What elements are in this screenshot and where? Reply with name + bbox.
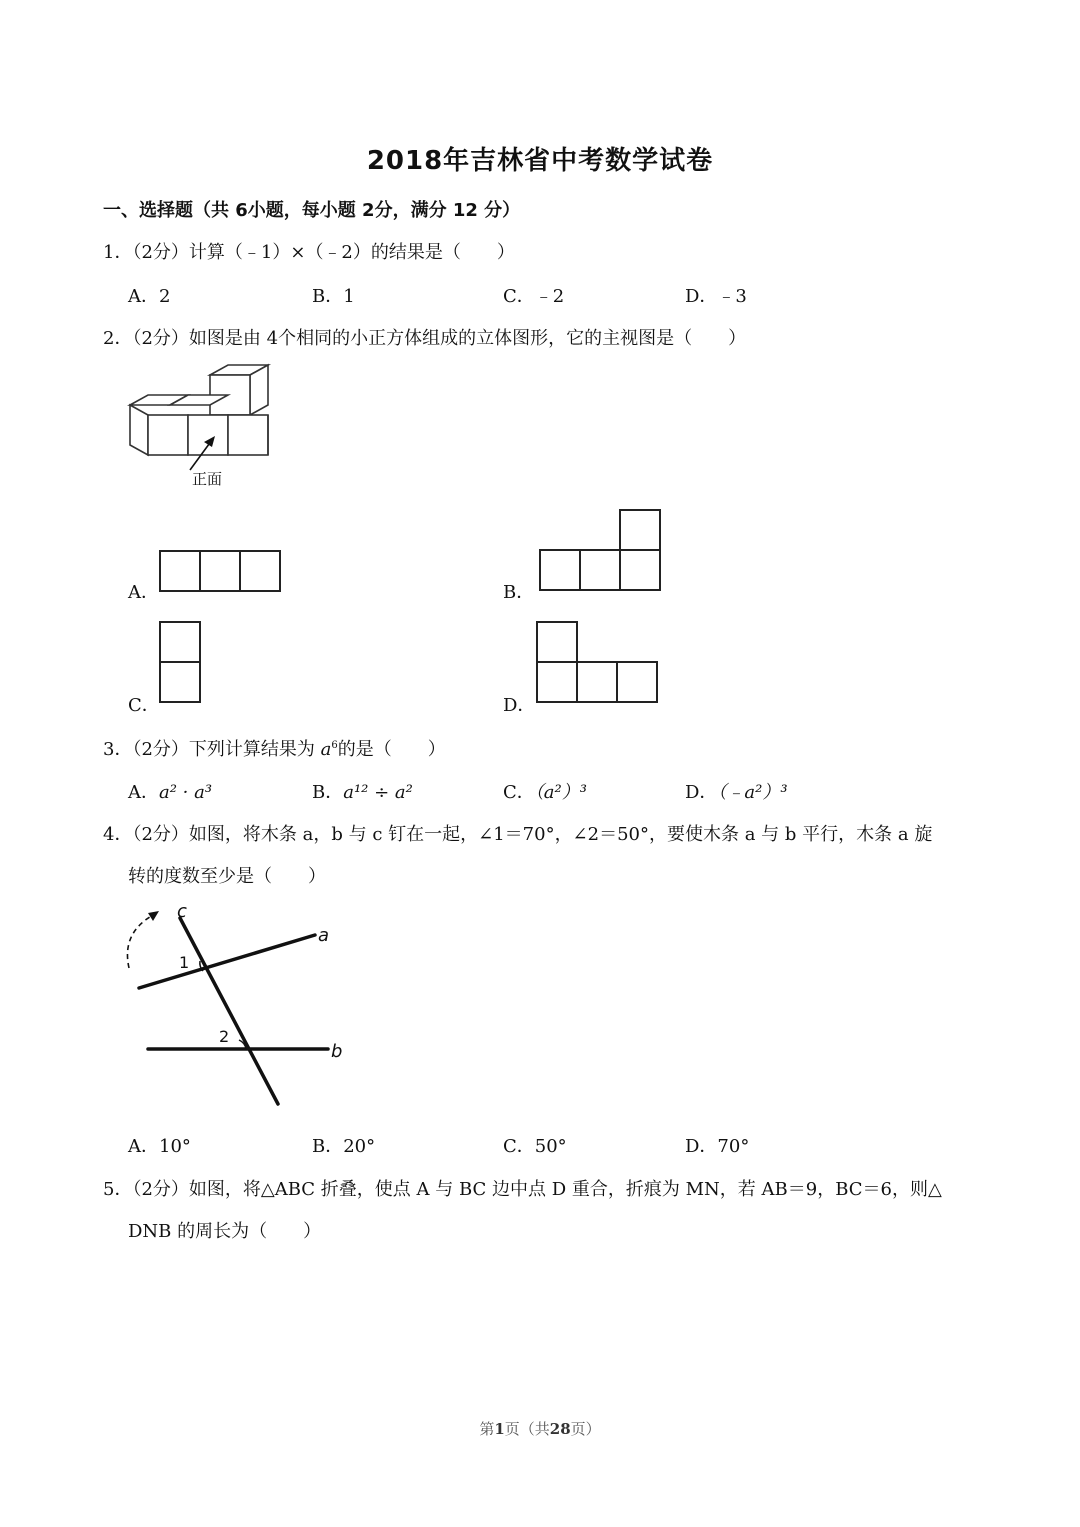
q3-option-c[interactable]: C．（a²）³	[503, 782, 587, 803]
q3-option-d[interactable]: D．（﹣a²）³	[685, 782, 788, 803]
q1-option-c[interactable]: C．﹣2	[503, 286, 565, 307]
q3-option-a[interactable]: A．a² · a³	[128, 782, 213, 803]
label-c: c	[177, 901, 187, 922]
q2-option-c-label[interactable]: C．	[128, 695, 160, 716]
wood-strips-figure	[115, 900, 355, 1110]
q1-option-b[interactable]: B．1	[312, 286, 355, 307]
question-5-line-2: DNB 的周长为（ ）	[128, 1221, 322, 1242]
cube-solid-figure	[120, 360, 280, 495]
q2-option-d-label[interactable]: D．	[503, 695, 536, 716]
q4-option-b[interactable]: B．20°	[312, 1136, 376, 1157]
label-angle-1: 1	[179, 953, 190, 972]
q2-option-c-figure[interactable]	[158, 620, 204, 706]
page-footer: 第1页（共28页）	[479, 1420, 601, 1438]
q2-option-a-figure[interactable]	[158, 549, 286, 594]
section-heading: 一、选择题（共 6小题，每小题 2分，满分 12 分）	[103, 200, 521, 221]
label-b: b	[331, 1041, 343, 1062]
question-4-line-2: 转的度数至少是（ ）	[128, 866, 326, 887]
question-3-text: 3．（2分）下列计算结果为 $a^6$的是（ ）	[103, 739, 446, 760]
question-5-line-1: 5．（2分）如图，将△ABC 折叠，使点 A 与 BC 边中点 D 重合，折痕为 MN，若 AB＝9，BC＝6，则△	[103, 1179, 942, 1200]
q1-option-d[interactable]: D．﹣3	[685, 286, 747, 307]
q3-option-b[interactable]: B．a¹² ÷ a²	[312, 782, 413, 803]
line-c	[180, 918, 278, 1104]
q4-option-a[interactable]: A．10°	[128, 1136, 191, 1157]
line-a	[139, 935, 315, 988]
page-title: 2018年吉林省中考数学试卷	[366, 146, 714, 176]
label-angle-2: 2	[219, 1027, 230, 1046]
q4-option-c[interactable]: C．50°	[503, 1136, 567, 1157]
q2-option-d-figure[interactable]	[535, 620, 663, 706]
question-4-line-1: 4．（2分）如图，将木条 a，b 与 c 钉在一起，∠1＝70°，∠2＝50°，要使木条 a 与 b 平行，木条 a 旋	[103, 824, 933, 845]
label-a: a	[318, 925, 330, 946]
q2-option-a-label[interactable]: A．	[128, 582, 159, 603]
front-label: 正面	[192, 470, 223, 488]
question-2-text: 2．（2分）如图是由 4个相同的小正方体组成的立体图形，它的主视图是（ ）	[103, 328, 747, 349]
q2-option-b-label[interactable]: B．	[503, 582, 535, 603]
q1-option-a[interactable]: A．2	[128, 286, 171, 307]
q4-option-d[interactable]: D．70°	[685, 1136, 750, 1157]
q2-option-b-figure[interactable]	[538, 508, 666, 594]
question-1-text: 1．（2分）计算（﹣1）×（﹣2）的结果是（ ）	[103, 242, 515, 263]
